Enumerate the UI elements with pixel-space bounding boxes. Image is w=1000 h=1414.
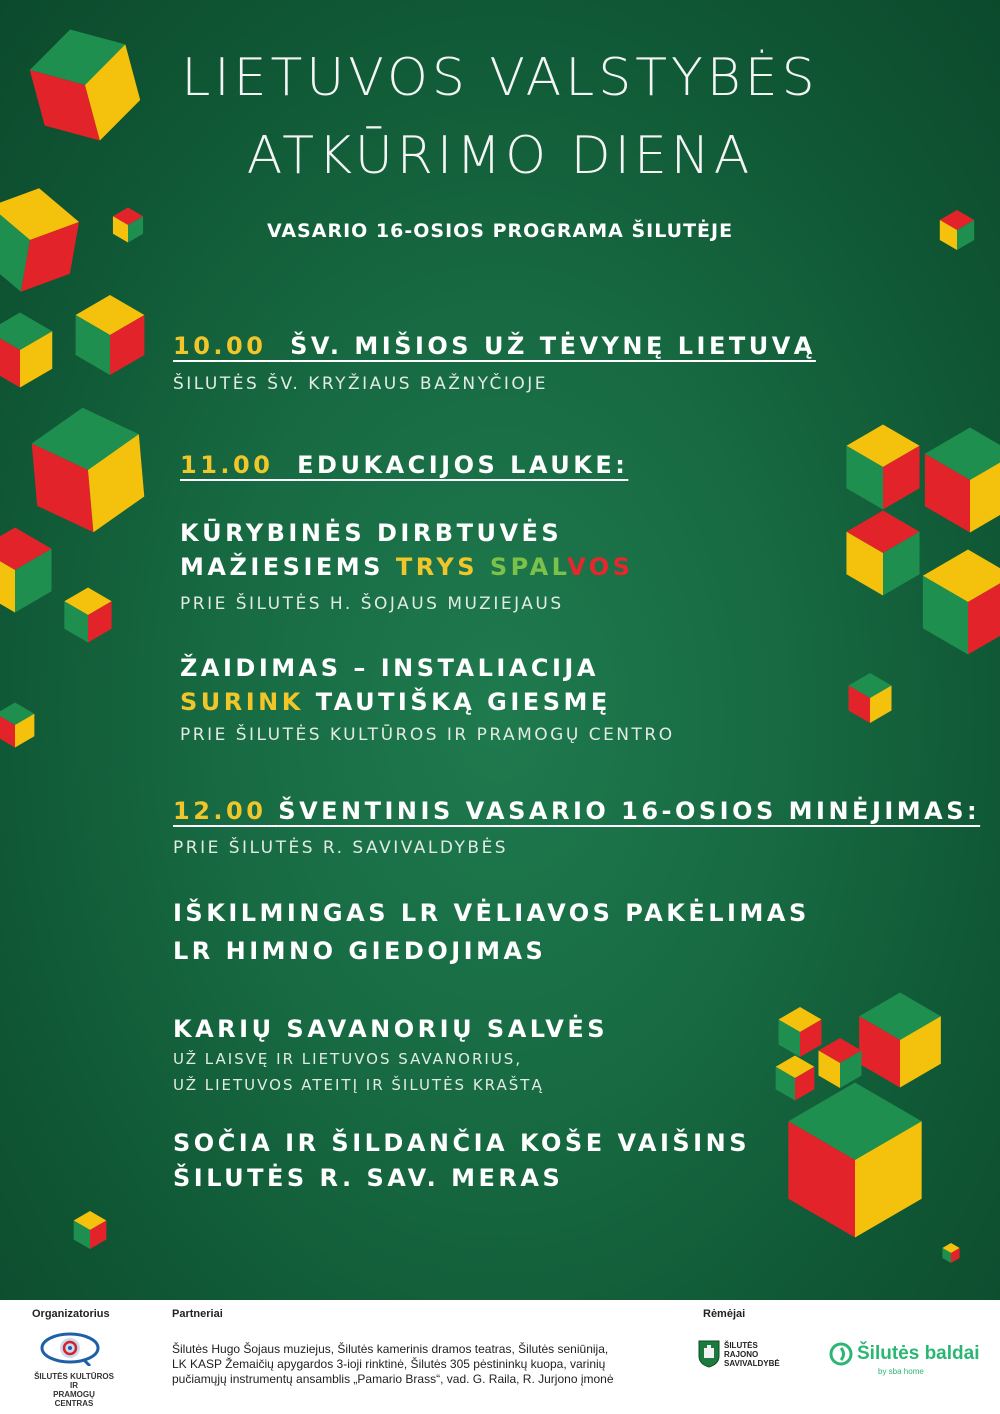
cube — [819, 1038, 862, 1088]
organizer-logo-text — [34, 1372, 114, 1408]
cube — [923, 550, 1000, 655]
baldai-logo-icon — [829, 1342, 853, 1366]
section-3-place: PRIE ŠILUTĖS R. SAVIVALDYBĖS — [173, 838, 509, 858]
sponsors-label: Rėmėjai — [703, 1308, 746, 1320]
workshop-vos: VOS — [567, 553, 634, 581]
section-1-heading — [173, 332, 816, 360]
partners-text: Šilutės Hugo Šojaus muziejus, Šilutės kamerinis dramos teatras, Šilutės seniūnija, LK KASP Žemaičių apygardos 3-ioji rinktinė, Šilutės 305 pėstininkų kuopa, varinių pučiamųjų instrumentų ansamblis „Pamario Brass“, vad. G. Raila, R. Jurjono įmonė — [172, 1342, 614, 1386]
cube — [64, 588, 111, 643]
section-1-title: ŠV. MIŠIOS UŽ TĖVYNĘ LIETUVĄ — [290, 332, 816, 360]
workshop-trys: TRYS — [395, 553, 479, 581]
cube — [849, 673, 892, 723]
game-line-2 — [180, 688, 611, 716]
cube — [776, 1056, 815, 1101]
game-line-2b: TAUTIŠKĄ GIESMĘ — [303, 688, 611, 716]
cube — [788, 1083, 921, 1238]
organizer-logo-line-1: ŠILUTĖS KULTŪROS IR — [34, 1372, 114, 1390]
municipality-line-2: RAJONO — [724, 1350, 759, 1359]
section-3-time: 12.00 — [173, 797, 267, 825]
title-line-1: LIETUVOS VALSTYBĖS — [181, 48, 819, 108]
cube — [0, 528, 52, 613]
partners-label: Partneriai — [172, 1308, 223, 1320]
municipality-line-3: SAVIVALDYBĖ — [724, 1359, 780, 1368]
cube — [0, 703, 34, 748]
cube — [859, 993, 941, 1088]
section-3-title: ŠVENTINIS VASARIO 16-OSIOS MINĖJIMAS: — [278, 797, 981, 825]
section-2-time: 11.00 — [180, 451, 274, 479]
game-line-1: ŽAIDIMAS – INSTALIACIJA — [180, 654, 599, 682]
cube — [846, 511, 919, 596]
salute-sub-2: UŽ LIETUVOS ATEITĮ IR ŠILUTĖS KRAŠTĄ — [173, 1076, 544, 1094]
cube — [942, 1243, 959, 1263]
section-2-heading — [180, 451, 628, 479]
organizer-eye-logo — [40, 1330, 100, 1366]
footer — [0, 1300, 1000, 1414]
flag-raising: IŠKILMINGAS LR VĖLIAVOS PAKĖLIMAS — [173, 899, 810, 927]
workshop-line-1: KŪRYBINĖS DIRBTUVĖS — [180, 519, 563, 547]
anthem: LR HIMNO GIEDOJIMAS — [173, 937, 547, 965]
workshop-line-2 — [180, 553, 633, 581]
municipality-logo-text — [724, 1341, 780, 1368]
organizer-label: Organizatorius — [32, 1308, 110, 1320]
game-place: PRIE ŠILUTĖS KULTŪROS IR PRAMOGŲ CENTRO — [180, 725, 675, 745]
workshop-spal: SPAL — [489, 553, 568, 581]
mayor: ŠILUTĖS R. SAV. MERAS — [173, 1164, 564, 1192]
cube — [74, 1211, 107, 1249]
cube — [925, 428, 1000, 533]
cube — [0, 313, 52, 388]
baldai-name: Šilutės baldai — [857, 1343, 980, 1364]
baldai-sub: by sba home — [878, 1367, 924, 1376]
salute: KARIŲ SAVANORIŲ SALVĖS — [173, 1015, 609, 1043]
title-line-2: ATKŪRIMO DIENA — [246, 126, 754, 186]
game-surink: SURINK — [180, 688, 304, 716]
porridge: SOČIA IR ŠILDANČIA KOŠE VAIŠINS — [173, 1129, 750, 1157]
section-2-title: EDUKACIJOS LAUKE: — [297, 451, 629, 479]
municipality-line-1: ŠILUTĖS — [724, 1341, 758, 1350]
cube — [846, 425, 919, 510]
organizer-logo-line-2: PRAMOGŲ CENTRAS — [53, 1390, 95, 1408]
subtitle: VASARIO 16-OSIOS PROGRAMA ŠILUTĖJE — [266, 220, 734, 242]
salute-sub-1: UŽ LAISVĘ IR LIETUVOS SAVANORIUS, — [173, 1050, 523, 1068]
cube — [76, 295, 145, 375]
workshop-place: PRIE ŠILUTĖS H. ŠOJAUS MUZIEJAUS — [180, 594, 564, 614]
section-1-place: ŠILUTĖS ŠV. KRYŽIAUS BAŽNYČIOJE — [173, 374, 549, 394]
municipality-crest-icon — [698, 1340, 720, 1368]
section-3-heading — [173, 797, 980, 825]
cube — [779, 1007, 822, 1057]
section-1-time: 10.00 — [173, 332, 267, 360]
cube — [29, 403, 147, 537]
workshop-line-2a: MAŽIESIEMS — [180, 553, 396, 581]
